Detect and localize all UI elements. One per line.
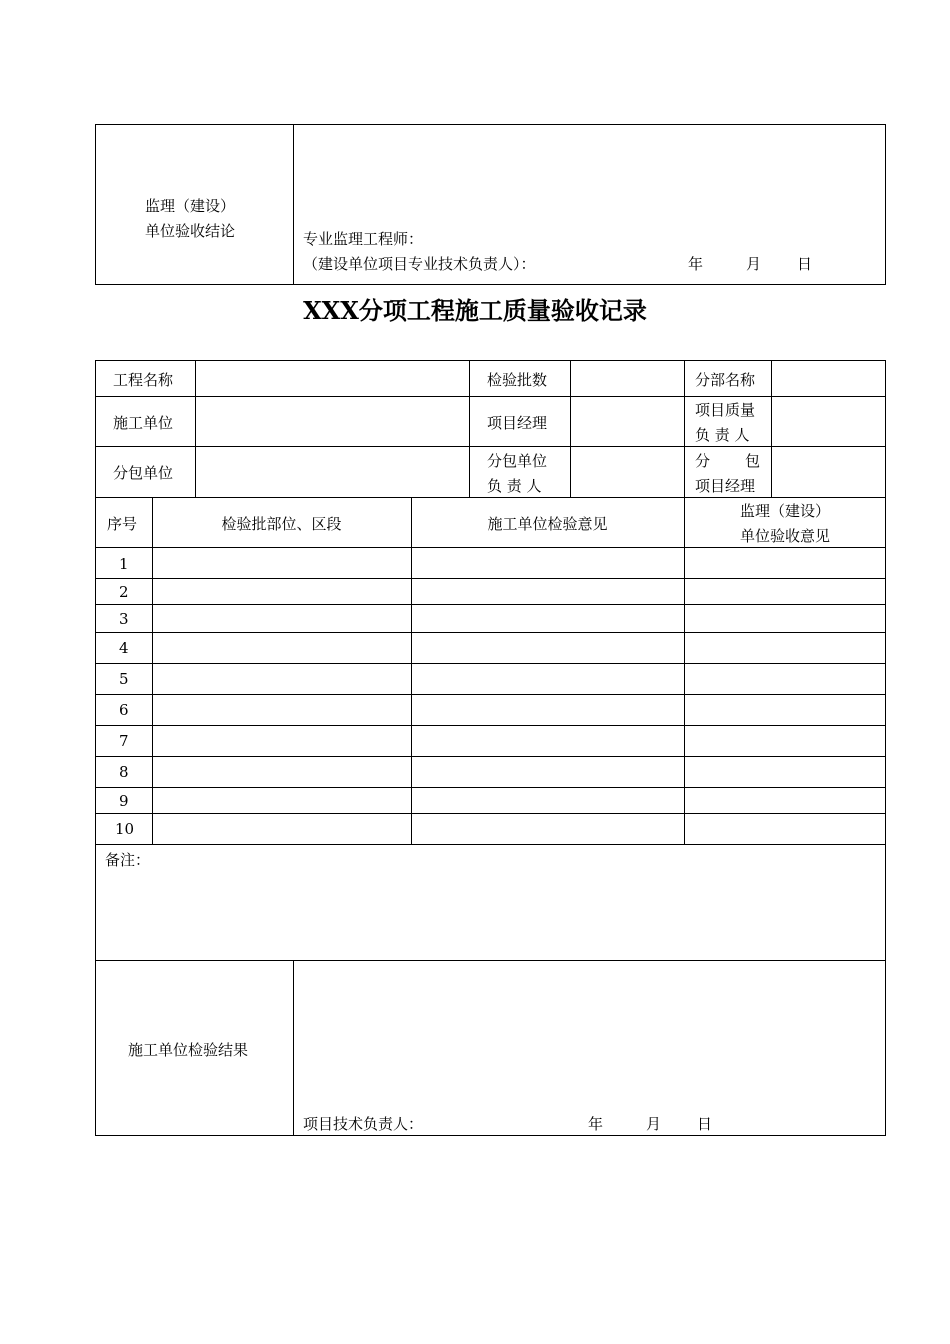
col-line [684,360,685,497]
row-number: 9 [119,792,129,810]
construction-result-label: 施工单位检验结果 [128,1041,249,1059]
date-year: 年 [688,255,704,273]
construction-unit-label: 施工单位 [113,414,174,432]
date-month: 月 [746,255,762,273]
sub-manager-label-2: 项目经理 [695,477,756,495]
supervision-opinion-header-2: 单位验收意见 [739,527,830,545]
quality-owner-label-2: 负 责 人 [695,426,750,444]
supervision-label-line2: 单位验收结论 [145,222,236,240]
row-line [95,725,886,726]
row-line [95,497,886,498]
col-line [195,360,196,497]
sub-manager-label-1a: 分 [695,452,711,470]
col-line [570,360,571,497]
sub-owner-label-2: 负 责 人 [487,477,542,495]
row-line [95,632,886,633]
row-number: 2 [119,583,129,601]
project-manager-label: 项目经理 [487,414,548,432]
row-line [95,844,886,845]
lot-location-column-header: 检验批部位、区段 [221,515,342,533]
project-name-label: 工程名称 [113,371,174,389]
seq-column-header: 序号 [107,515,138,533]
result-date-month: 月 [646,1115,662,1133]
engineer-signature-label: 专业监理工程师： [303,230,424,248]
col-line [684,497,685,844]
construction-opinion-column-header: 施工单位检验意见 [487,515,608,533]
row-line [95,813,886,814]
sub-manager-label-1b: 包 [745,452,761,470]
row-number: 6 [119,701,129,719]
result-date-year: 年 [588,1115,604,1133]
subcontract-unit-label: 分包单位 [113,464,174,482]
sub-project-name-label: 分部名称 [695,371,756,389]
row-number: 1 [119,555,129,573]
row-line [95,396,886,397]
row-line [95,787,886,788]
row-line [95,547,886,548]
row-number: 3 [119,610,129,628]
supervision-label-line1: 监理（建设） [145,197,236,215]
supervision-opinion-header-1: 监理（建设） [739,502,830,520]
remarks-label: 备注： [105,851,151,869]
page-title: XXX分项工程施工质量验收记录 [303,296,647,325]
result-date-day: 日 [697,1115,713,1133]
result-divider [293,960,294,1136]
row-number: 8 [119,763,129,781]
row-line [95,694,886,695]
col-line [469,360,470,497]
row-number: 7 [119,732,129,750]
owner-signature-label: （建设单位项目专业技术负责人）： [303,255,536,273]
col-line [411,497,412,844]
row-line [95,604,886,605]
sub-owner-label-1: 分包单位 [487,452,548,470]
quality-owner-label-1: 项目质量 [695,401,756,419]
tech-owner-signature-label: 项目技术负责人： [303,1115,424,1133]
row-line [95,960,886,961]
row-line [95,756,886,757]
row-number: 4 [119,639,129,657]
row-line [95,446,886,447]
date-day: 日 [797,255,813,273]
row-line [95,663,886,664]
row-line [95,578,886,579]
col-line [152,497,153,844]
supervision-divider [293,124,294,285]
row-number: 5 [119,670,129,688]
col-line [771,360,772,497]
row-number: 10 [115,820,135,838]
inspection-lots-label: 检验批数 [487,371,548,389]
